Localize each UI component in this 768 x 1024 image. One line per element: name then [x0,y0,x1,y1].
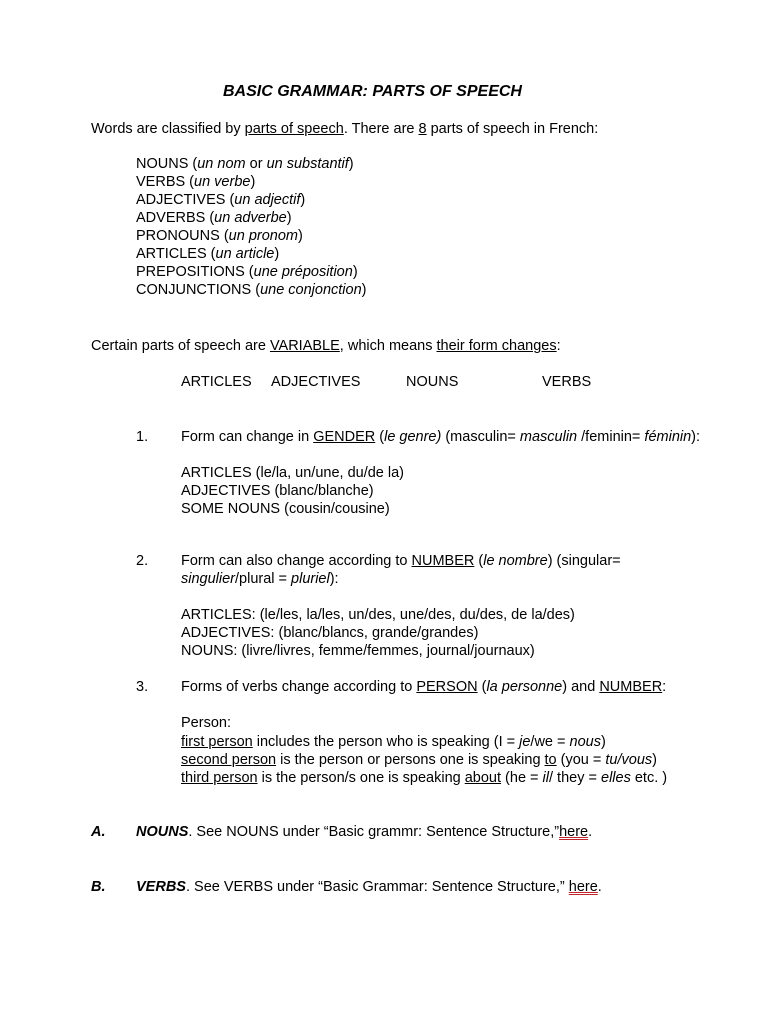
variable-word: ARTICLES [181,374,252,390]
section-a-text: NOUNS. See NOUNS under “Basic grammr: Sentence Structure,”here. [136,824,593,840]
list-item: CONJUNCTIONS (une conjonction) [136,282,367,298]
item3-heading: Forms of verbs change according to PERSON (la personne) and NUMBER: [181,679,667,695]
example-line: ADJECTIVES: (blanc/blancs, grande/grandes) [181,625,479,641]
item2-heading: Form can also change according to NUMBER (le nombre) (singular= [181,553,621,569]
example-line: SOME NOUNS (cousin/cousine) [181,501,390,517]
section-b-heading: VERBS [136,879,186,895]
parts-of-speech-list [136,155,366,299]
intro-text: . There are [343,121,419,137]
list-item: PREPOSITIONS (une préposition) [136,264,358,280]
person-first: first person includes the person who is speaking (I = je/we = nous) [181,734,606,750]
section-b-text: VERBS. See VERBS under “Basic Grammar: Sentence Structure,” here. [136,879,602,895]
intro-text: Words are classified by [91,121,245,137]
item-number: 2. [136,553,149,569]
person-label: Person: [181,715,231,731]
variable-paragraph: Certain parts of speech are VARIABLE, which means their form changes: [91,338,561,354]
list-item: VERBS (un verbe) [136,174,256,190]
person-third: third person is the person/s one is speaking about (he = il/ they = elles etc. ) [181,770,668,786]
verbs-here-link[interactable]: here [568,879,598,895]
nouns-here-link[interactable]: here [559,824,589,840]
variable-word: ADJECTIVES [271,374,361,390]
list-item: NOUNS (un nom or un substantif) [136,156,354,172]
list-item: PRONOUNS (un pronom) [136,228,303,244]
list-item: ADVERBS (un adverbe) [136,210,292,226]
item-number: 3. [136,679,149,695]
item-number: 1. [136,429,149,445]
item2-examples [181,606,575,660]
section-a-heading: NOUNS [136,824,189,840]
variable-word: NOUNS [406,374,459,390]
example-line: NOUNS: (livre/livres, femme/femmes, journal/journaux) [181,643,535,659]
list-item: ARTICLES (un article) [136,246,280,262]
section-letter-a: A. [91,824,106,840]
variable-underline: VARIABLE [269,338,340,354]
person-second: second person is the person or persons one is speaking to (you = tu/vous) [181,752,657,768]
variable-word: VERBS [542,374,592,390]
item1-heading: Form can change in GENDER (le genre) (masculin= masculin /feminin= féminin): [181,429,701,445]
intro-underline-count: 8 [418,121,427,137]
page-title: BASIC GRAMMAR: PARTS OF SPEECH [223,83,522,100]
intro-underline-parts: parts of speech [244,121,344,137]
section-letter-b: B. [91,879,106,895]
form-changes-underline: their form changes [436,338,557,354]
example-line: ARTICLES: (le/les, la/les, un/des, une/des, du/des, de la/des) [181,607,575,623]
item2-heading-cont: singulier/plural = pluriel): [181,571,339,587]
list-item: ADJECTIVES (un adjectif) [136,192,306,208]
intro-text: parts of speech in French: [426,121,599,137]
item1-examples [181,464,404,518]
intro-paragraph [91,120,598,138]
example-line: ADJECTIVES (blanc/blanche) [181,483,374,499]
example-line: ARTICLES (le/la, un/une, du/de la) [181,465,404,481]
